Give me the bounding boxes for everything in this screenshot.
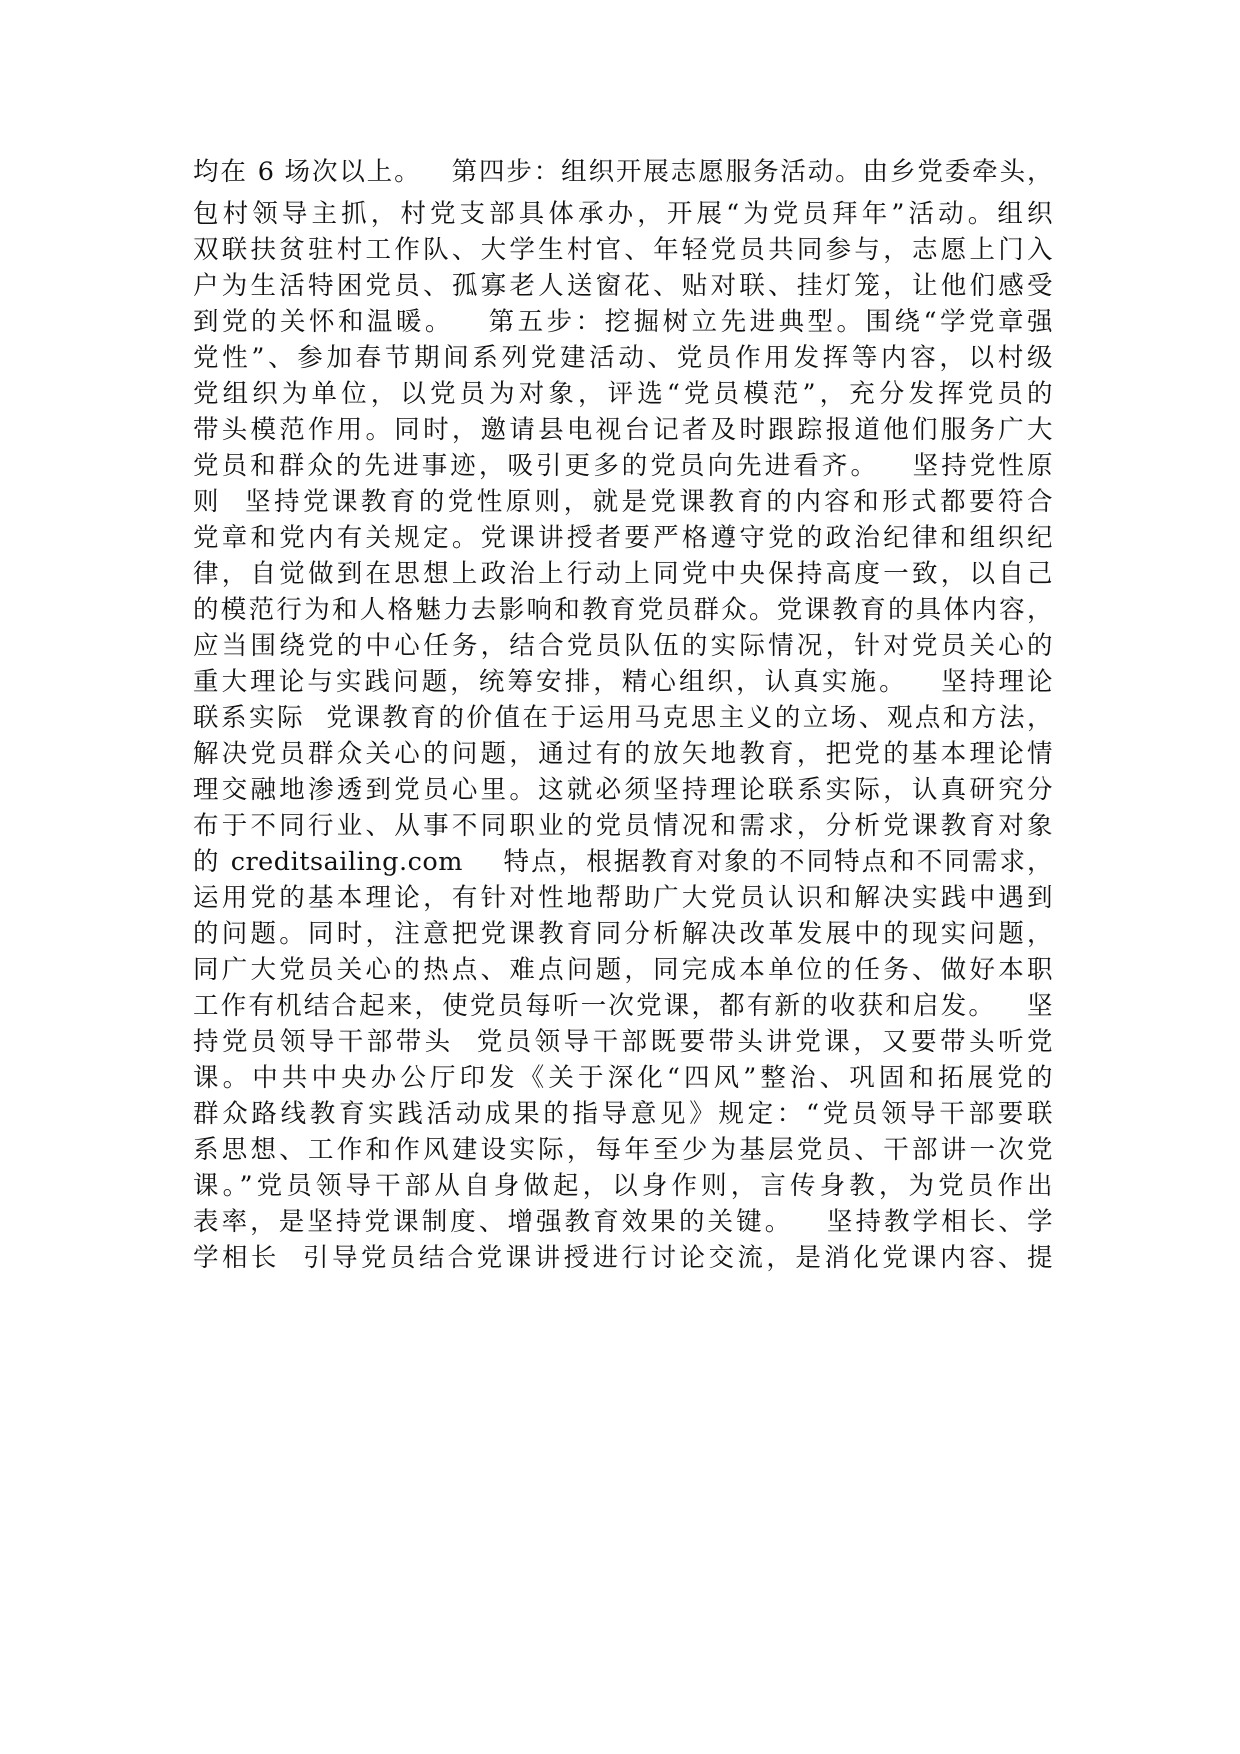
text-line: 课。中共中央办公厅印发《关于深化“四风”整治、巩固和拓展党的 [193,1063,1053,1093]
text-line: 学相长 引导党员结合党课讲授进行讨论交流，是消化党课内容、提 [193,1243,1053,1273]
text-line: 持党员领导干部带头 党员领导干部既要带头讲党课，又要带头听党 [193,1027,1053,1057]
text-line: 的问题。同时，注意把党课教育同分析解决改革发展中的现实问题， [193,919,1053,949]
text-line: 党章和党内有关规定。党课讲授者要严格遵守党的政治纪律和组织纪 [193,523,1053,553]
text-line: 理交融地渗透到党员心里。这就必须坚持理论联系实际，认真研究分 [193,775,1053,805]
text-line: 同广大党员关心的热点、难点问题，同完成本单位的任务、做好本职 [193,955,1053,985]
text-line: 联系实际 党课教育的价值在于运用马克思主义的立场、观点和方法， [193,703,1053,733]
text-line: 则 坚持党课教育的党性原则，就是党课教育的内容和形式都要符合 [193,487,1053,517]
text-line: 均在 6 场次以上。 第四步：组织开展志愿服务活动。由乡党委牵头， [193,157,1053,187]
text-line: 系思想、工作和作风建设实际，每年至少为基层党员、干部讲一次党 [193,1135,1053,1165]
text-line: 律，自觉做到在思想上政治上行动上同党中央保持高度一致，以自己 [193,559,1053,589]
text-line: 表率，是坚持党课制度、增强教育效果的关键。 坚持教学相长、学 [193,1207,1053,1237]
text-line: 工作有机结合起来，使党员每听一次党课，都有新的收获和启发。 坚 [193,991,1053,1021]
text-line: 包村领导主抓，村党支部具体承办，开展“为党员拜年”活动。组织 [193,199,1053,229]
text-line: 解决党员群众关心的问题，通过有的放矢地教育，把党的基本理论情 [193,739,1053,769]
text-line: 的模范行为和人格魅力去影响和教育党员群众。党课教育的具体内容， [193,595,1053,625]
text-line: 课。”党员领导干部从自身做起，以身作则，言传身教，为党员作出 [193,1171,1053,1201]
text-line: 群众路线教育实践活动成果的指导意见》规定：“党员领导干部要联 [193,1099,1053,1129]
text-line: 户为生活特困党员、孤寡老人送窗花、贴对联、挂灯笼，让他们感受 [193,271,1053,301]
text-line: 到党的关怀和温暖。 第五步：挖掘树立先进典型。围绕“学党章强 [193,307,1053,337]
text-line: 带头模范作用。同时，邀请县电视台记者及时跟踪报道他们服务广大 [193,415,1053,445]
text-line: 党组织为单位，以党员为对象，评选“党员模范”，充分发挥党员的 [193,379,1053,409]
body-text [193,154,1053,1276]
text-line: 运用党的基本理论，有针对性地帮助广大党员认识和解决实践中遇到 [193,883,1053,913]
text-line: 党性”、参加春节期间系列党建活动、党员作用发挥等内容，以村级 [193,343,1053,373]
text-line: 布于不同行业、从事不同职业的党员情况和需求，分析党课教育对象 [193,811,1053,841]
text-line: 应当围绕党的中心任务，结合党员队伍的实际情况，针对党员关心的 [193,631,1053,661]
text-line: 党员和群众的先进事迹，吸引更多的党员向先进看齐。 坚持党性原 [193,451,1053,481]
text-line: 的 creditsailing.com 特点，根据教育对象的不同特点和不同需求， [193,847,1053,877]
text-line: 重大理论与实践问题，统筹安排，精心组织，认真实施。 坚持理论 [193,667,1053,697]
text-line: 双联扶贫驻村工作队、大学生村官、年轻党员共同参与，志愿上门入 [193,235,1053,265]
